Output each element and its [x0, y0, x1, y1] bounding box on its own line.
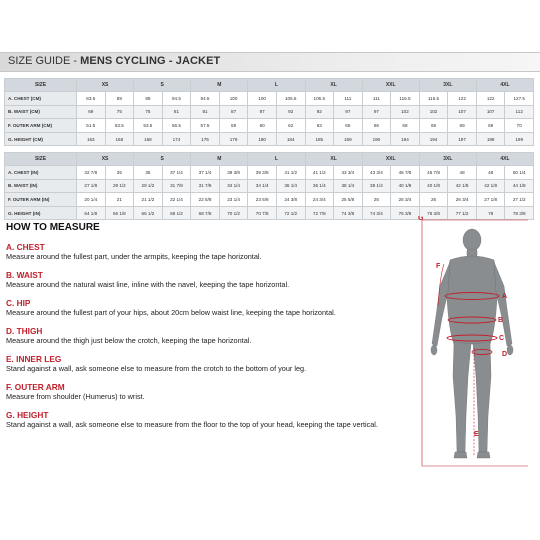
row-label: A. CHEST (CM)	[5, 92, 77, 106]
table-cell: 39 3/8	[248, 166, 277, 180]
table-cell: 197	[448, 132, 477, 146]
size-header: SIZE	[5, 79, 77, 92]
measure-description: Stand against a wall, ask someone else to measure from the crotch to the bottom of your leg.	[6, 364, 307, 373]
measure-item	[6, 242, 406, 262]
table-cell: 20 1/4	[77, 193, 106, 207]
table-cell: 89	[134, 92, 163, 106]
table-cell: 26 3/4	[448, 193, 477, 207]
table-cell: 105.5	[305, 92, 334, 106]
table-cell: 111	[334, 92, 363, 106]
table-cell: 74 3/4	[362, 206, 391, 220]
table-cell: 45 7/8	[391, 166, 420, 180]
table-cell: 92	[305, 105, 334, 119]
table-cell: 35	[134, 166, 163, 180]
label-b: B	[498, 317, 504, 324]
row-label: B. WAIST (CM)	[5, 105, 77, 119]
label-f: F	[436, 263, 441, 270]
measure-heading: A. CHEST	[6, 242, 45, 252]
size-col-header: XL	[305, 153, 362, 166]
table-cell: 53.5	[134, 119, 163, 133]
table-cell: 74 3/8	[334, 206, 363, 220]
table-cell: 76 3/8	[419, 206, 448, 220]
table-cell: 43 3/4	[334, 166, 363, 180]
table-cell: 38 1/4	[362, 179, 391, 193]
table-cell: 111	[362, 92, 391, 106]
table-cell: 194	[391, 132, 420, 146]
table-row	[5, 92, 534, 106]
table-cell: 76 3/8	[391, 206, 420, 220]
table-cell: 66	[362, 119, 391, 133]
table-cell: 65	[334, 119, 363, 133]
table-cell: 26 3/4	[391, 193, 420, 207]
measure-item	[6, 354, 406, 374]
size-col-header: S	[134, 79, 191, 92]
table-row	[5, 193, 534, 207]
table-cell: 174	[162, 132, 191, 146]
measure-item	[6, 298, 406, 318]
table-cell: 21 1/2	[134, 193, 163, 207]
table-cell: 179	[219, 132, 248, 146]
row-label: B. WAIST (IN)	[5, 179, 77, 193]
table-cell: 189	[334, 132, 363, 146]
row-label: G. HEIGHT (IN)	[5, 206, 77, 220]
table-cell: 68 7/8	[191, 206, 220, 220]
table-cell: 72 1/2	[276, 206, 305, 220]
measure-heading: D. THIGH	[6, 326, 43, 336]
table-cell: 27 1/8	[476, 193, 505, 207]
table-row	[5, 119, 534, 133]
table-cell: 40 1/8	[391, 179, 420, 193]
table-cell: 53.5	[105, 119, 134, 133]
table-row	[5, 179, 534, 193]
table-cell: 36 1/4	[305, 179, 334, 193]
table-cell: 116.5	[391, 92, 420, 106]
table-cell: 50 1/4	[505, 166, 534, 180]
table-cell: 75	[105, 105, 134, 119]
table-cell: 97	[334, 105, 363, 119]
measure-description: Measure around the fullest part of your hips, about 20cm below waist line, keeping the tape horizontal.	[6, 308, 336, 317]
table-cell: 43 3/4	[362, 166, 391, 180]
measure-heading: E. INNER LEG	[6, 354, 62, 364]
how-to-measure-section	[6, 222, 406, 438]
table-cell: 168	[134, 132, 163, 146]
table-cell: 100	[219, 92, 248, 106]
table-header-row	[5, 153, 534, 166]
table-cell: 94.5	[162, 92, 191, 106]
title-main: MENS CYCLING - JACKET	[80, 55, 221, 67]
table-cell: 70 1/2	[219, 206, 248, 220]
table-cell: 184	[276, 132, 305, 146]
measure-item	[6, 326, 406, 346]
table-cell: 40 1/8	[419, 179, 448, 193]
label-e: E	[474, 431, 479, 438]
table-cell: 69	[476, 119, 505, 133]
table-cell: 64 1/8	[77, 206, 106, 220]
size-col-header: XXL	[362, 153, 419, 166]
label-a: A	[502, 293, 508, 300]
size-col-header: M	[191, 153, 248, 166]
table-cell: 190	[362, 132, 391, 146]
table-cell: 97	[362, 105, 391, 119]
table-cell: 24 3/4	[305, 193, 334, 207]
table-cell: 63	[305, 119, 334, 133]
row-label: A. CHEST (IN)	[5, 166, 77, 180]
size-col-header: M	[191, 79, 248, 92]
label-c: C	[499, 335, 505, 342]
table-cell: 92	[276, 105, 305, 119]
table-cell: 34 1/4	[219, 179, 248, 193]
table-cell: 180	[248, 132, 277, 146]
figure-silhouette	[431, 229, 513, 458]
table-cell: 37 1/4	[191, 166, 220, 180]
size-col-header: L	[248, 79, 305, 92]
table-cell: 29 1/2	[105, 179, 134, 193]
table-cell: 39 3/8	[219, 166, 248, 180]
table-cell: 57.5	[191, 119, 220, 133]
table-cell: 60	[248, 119, 277, 133]
measure-list	[6, 242, 406, 430]
table-cell: 31 7/8	[162, 179, 191, 193]
row-label: F. OUTER ARM (CM)	[5, 119, 77, 133]
table-cell: 59	[219, 119, 248, 133]
size-col-header: XL	[305, 79, 362, 92]
measure-item	[6, 270, 406, 290]
measure-heading: F. OUTER ARM	[6, 382, 65, 392]
table-cell: 127.5	[505, 92, 534, 106]
table-cell: 51.5	[77, 119, 106, 133]
label-g: G	[418, 216, 424, 222]
table-cell: 168	[105, 132, 134, 146]
table-cell: 112	[505, 105, 534, 119]
table-cell: 22 1/4	[162, 193, 191, 207]
page-title	[8, 55, 220, 67]
how-to-title: HOW TO MEASURE	[6, 222, 100, 233]
table-cell: 48	[476, 166, 505, 180]
table-cell: 175	[191, 132, 220, 146]
row-label: G. HEIGHT (CM)	[5, 132, 77, 146]
table-cell: 27 1/2	[505, 193, 534, 207]
size-col-header: S	[134, 153, 191, 166]
table-cell: 199	[505, 132, 534, 146]
table-cell: 72 7/8	[305, 206, 334, 220]
table-cell: 42 1/8	[476, 179, 505, 193]
table-cell: 122	[476, 92, 505, 106]
table-cell: 69	[448, 119, 477, 133]
table-cell: 45 7/8	[419, 166, 448, 180]
table-cell: 23 5/8	[248, 193, 277, 207]
table-cell: 38 1/4	[334, 179, 363, 193]
table-cell: 122	[448, 92, 477, 106]
table-cell: 78 3/8	[505, 206, 534, 220]
measure-description: Measure around the thigh just below the crotch, keeping the tape horizontal.	[6, 336, 252, 345]
table-cell: 102	[419, 105, 448, 119]
table-cell: 107	[476, 105, 505, 119]
table-cell: 62	[276, 119, 305, 133]
title-prefix: SIZE GUIDE -	[8, 55, 81, 67]
table-header-row	[5, 79, 534, 92]
table-cell: 194	[419, 132, 448, 146]
table-cell: 26	[362, 193, 391, 207]
size-col-header: XS	[77, 153, 134, 166]
table-cell: 163	[77, 132, 106, 146]
table-row	[5, 166, 534, 180]
measure-heading: B. WAIST	[6, 270, 43, 280]
table-cell: 68 1/2	[162, 206, 191, 220]
size-col-header: L	[248, 153, 305, 166]
table-cell: 41 1/2	[276, 166, 305, 180]
measure-item	[6, 382, 406, 402]
table-cell: 83.5	[77, 92, 106, 106]
table-cell: 36 1/4	[276, 179, 305, 193]
table-cell: 25 5/8	[334, 193, 363, 207]
table-cell: 37 1/4	[162, 166, 191, 180]
table-cell: 69	[77, 105, 106, 119]
table-cell: 44 1/8	[505, 179, 534, 193]
size-col-header: 3XL	[419, 153, 476, 166]
table-cell: 68	[391, 119, 420, 133]
table-cell: 48	[448, 166, 477, 180]
table-cell: 42 1/8	[448, 179, 477, 193]
table-cell: 70 7/8	[248, 206, 277, 220]
size-col-header: 4XL	[476, 79, 533, 92]
table-cell: 102	[391, 105, 420, 119]
table-cell: 89	[105, 92, 134, 106]
size-header: SIZE	[5, 153, 77, 166]
table-row	[5, 132, 534, 146]
table-cell: 185	[305, 132, 334, 146]
table-cell: 68	[419, 119, 448, 133]
table-cell: 77 1/2	[448, 206, 477, 220]
table-cell: 66 1/8	[105, 206, 134, 220]
table-cell: 66 1/2	[134, 206, 163, 220]
table-cell: 75	[134, 105, 163, 119]
label-d: D	[502, 351, 508, 358]
table-cell: 198	[476, 132, 505, 146]
size-col-header: XXL	[362, 79, 419, 92]
table-row	[5, 105, 534, 119]
table-cell: 87	[219, 105, 248, 119]
table-cell: 31 7/8	[191, 179, 220, 193]
table-cell: 27 1/8	[77, 179, 106, 193]
measure-item	[6, 410, 406, 430]
measure-description: Measure from shoulder (Humerus) to wrist.	[6, 392, 145, 401]
body-figure	[410, 216, 530, 472]
row-label: F. OUTER ARM (IN)	[5, 193, 77, 207]
table-cell: 29 1/2	[134, 179, 163, 193]
table-cell: 22 5/8	[191, 193, 220, 207]
table-cell: 23 1/4	[219, 193, 248, 207]
table-cell: 32 7/8	[77, 166, 106, 180]
table-cell: 105.5	[276, 92, 305, 106]
measure-heading: C. HIP	[6, 298, 31, 308]
table-cell: 56.5	[162, 119, 191, 133]
size-col-header: 3XL	[419, 79, 476, 92]
table-cell: 107	[448, 105, 477, 119]
table-cell: 78	[476, 206, 505, 220]
table-cell: 35	[105, 166, 134, 180]
table-cell: 41 1/2	[305, 166, 334, 180]
measure-description: Stand against a wall, ask someone else to measure from the floor to the top of your head, keeping the tape vertical.	[6, 420, 378, 429]
table-cell: 24 3/8	[276, 193, 305, 207]
measure-heading: G. HEIGHT	[6, 410, 49, 420]
table-cell: 21	[105, 193, 134, 207]
size-col-header: 4XL	[476, 153, 533, 166]
table-cell: 26	[419, 193, 448, 207]
table-cell: 81	[162, 105, 191, 119]
size-col-header: XS	[77, 79, 134, 92]
title-bar	[0, 52, 540, 72]
measure-description: Measure around the fullest part, under the armpits, keeping the tape horizontal.	[6, 252, 262, 261]
table-cell: 94.5	[191, 92, 220, 106]
table-cell: 87	[248, 105, 277, 119]
table-cell: 34 1/4	[248, 179, 277, 193]
measure-description: Measure around the natural waist line, inline with the navel, keeping the tape horizontal.	[6, 280, 290, 289]
size-table-in	[4, 152, 534, 220]
table-cell: 116.5	[419, 92, 448, 106]
table-cell: 81	[191, 105, 220, 119]
table-cell: 100	[248, 92, 277, 106]
table-cell: 70	[505, 119, 534, 133]
size-table-cm	[4, 78, 534, 146]
